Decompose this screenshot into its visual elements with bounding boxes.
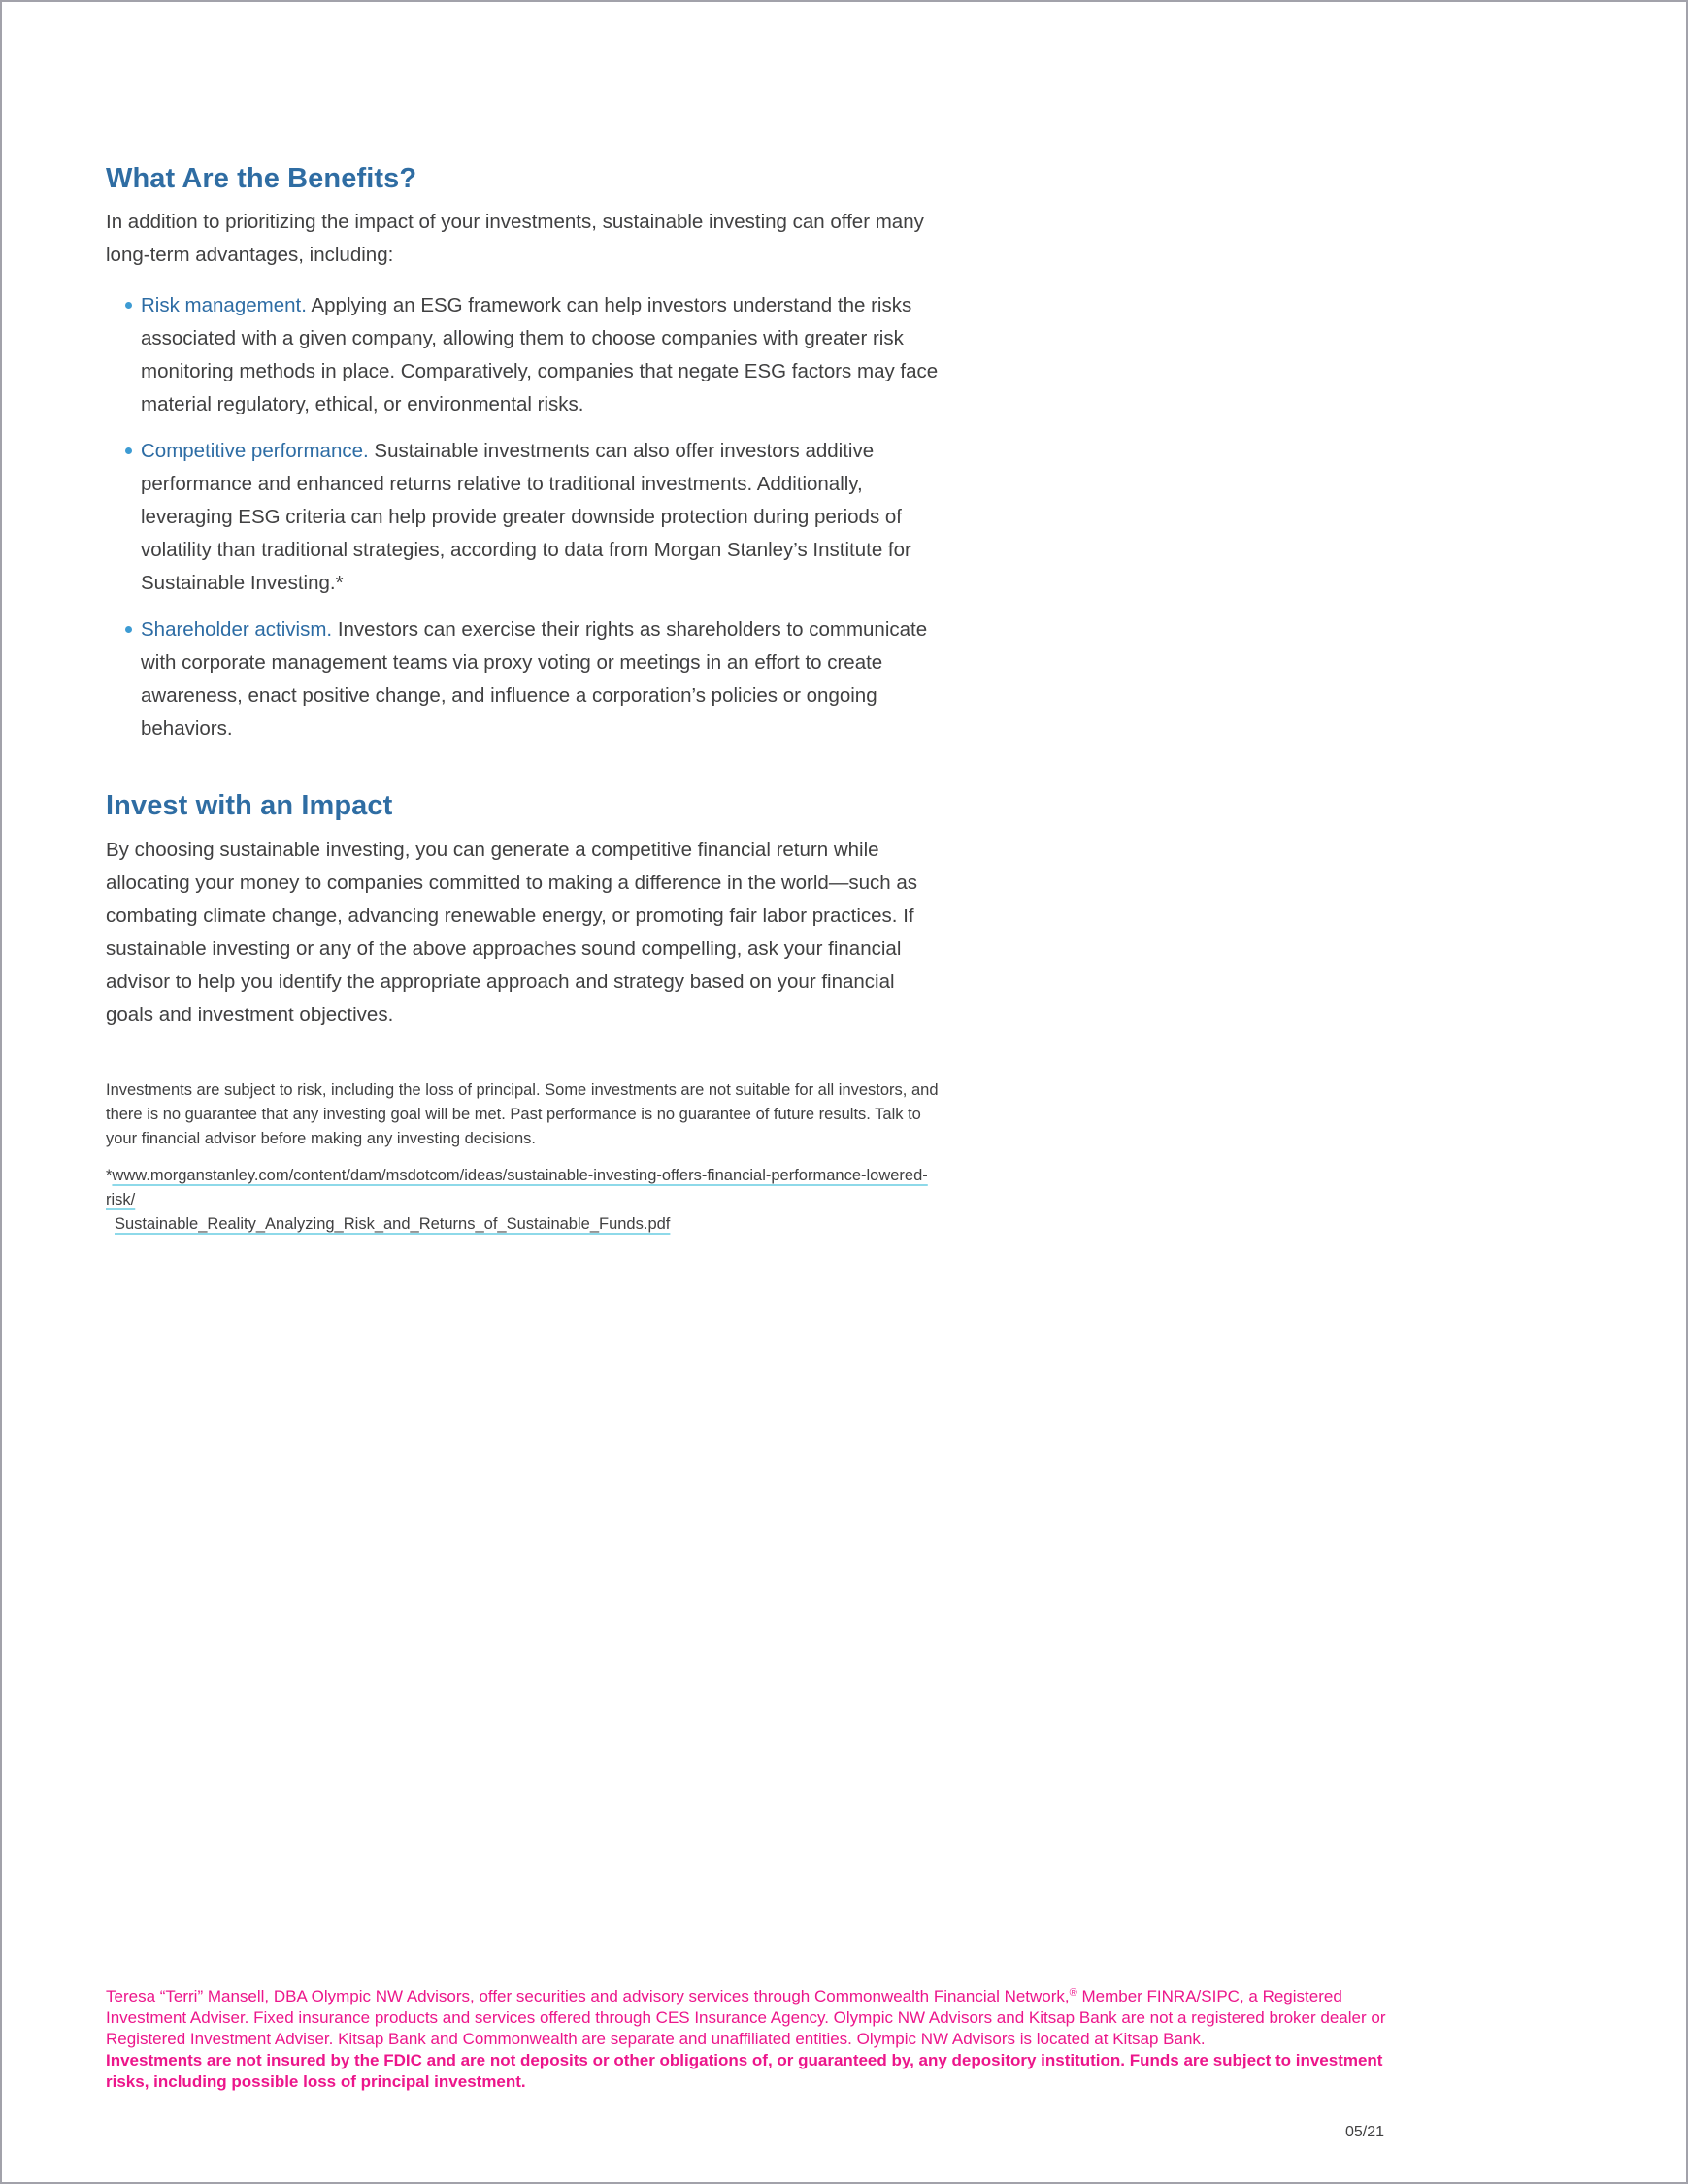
bullet-text: Applying an ESG framework can help investors understand the risks associated with a given company, allowing them to choose companies with greater risk monitoring methods in place. Comparatively, companies that negate ESG factors may face material regulatory, ethical, or environmental risks.: [141, 294, 939, 416]
footnote-link-line1[interactable]: www.morganstanley.com/content/dam/msdotcom/ideas/sustainable-investing-offers-financial-performance-lowered-risk/: [106, 1166, 928, 1208]
bullet-lead: Risk management.: [141, 294, 307, 317]
benefits-list: [106, 289, 943, 745]
benefits-intro: In addition to prioritizing the impact of your investments, sustainable investing can offer many long-term advantages, including:: [106, 211, 924, 267]
fdic-disclosure: Investments are not insured by the FDIC and are not deposits or other obligations of, or guaranteed by, any depository institution. Funds are subject to investment risks, including possible loss of principal investment.: [106, 2051, 1383, 2091]
compliance-footer: [106, 1982, 1392, 2093]
bullet-lead: Competitive performance.: [141, 440, 369, 463]
list-item: [106, 613, 943, 745]
footer-disclosure-text-continued: Member FINRA/SIPC, a Registered Investment Adviser. Fixed insurance products and services offered through CES Insurance Agency. Olympic NW Advisors and Kitsap Bank are not a registered broker dealer or Registered Investment Adviser. Kitsap Bank and Commonwealth are separate and unaffiliated entities. Olympic NW Advisors is located at Kitsap Bank.: [106, 1987, 1386, 2048]
impact-heading: Invest with an Impact: [106, 790, 393, 822]
list-item: [106, 289, 943, 421]
main-column: [106, 2, 943, 1237]
impact-body: By choosing sustainable investing, you can generate a competitive financial return while allocating your money to companies committed to making a difference in the world—such as combating climate change, advancing renewable energy, or promoting fair labor practices. If sustainable investing or any of the above approaches sound compelling, ask your financial advisor to help you identify the appropriate approach and strategy based on your financial goals and investment objectives.: [106, 838, 917, 1026]
page-date: 05/21: [1345, 2124, 1385, 2140]
bullet-lead: Shareholder activism.: [141, 618, 333, 642]
footnote: [106, 1164, 943, 1237]
list-item: [106, 435, 943, 600]
footnote-marker: *: [106, 1166, 113, 1184]
footnote-link-line2[interactable]: Sustainable_Reality_Analyzing_Risk_and_Returns_of_Sustainable_Funds.pdf: [115, 1214, 671, 1233]
footer-disclosure: [106, 1982, 1392, 2050]
footer-disclosure-text: Teresa “Terri” Mansell, DBA Olympic NW Advisors, offer securities and advisory services through Commonwealth Financial Network,: [106, 1987, 1070, 2005]
benefits-heading: What Are the Benefits?: [106, 163, 417, 194]
registered-trademark-symbol: ®: [1069, 1987, 1077, 1999]
bullet-dot-icon: [125, 626, 132, 633]
bullet-text: Sustainable investments can also offer investors additive performance and enhanced returns relative to traditional investments. Additionally, leveraging ESG criteria can help provide greater downside protection during periods of volatility than traditional strategies, according to data from Morgan Stanley’s Institute for Sustainable Investing.*: [141, 440, 911, 595]
disclaimer-text: Investments are subject to risk, including the loss of principal. Some investments are not suitable for all investors, and there is no guarantee that any investing goal will be met. Past performance is no guarantee of future results. Talk to your financial advisor before making any investing decisions.: [106, 1080, 939, 1147]
bullet-dot-icon: [125, 447, 132, 454]
bullet-dot-icon: [125, 302, 132, 309]
bullet-text: Investors can exercise their rights as shareholders to communicate with corporate management teams via proxy voting or meetings in an effort to create awareness, enact positive change, and influence a corporation’s policies or ongoing behaviors.: [141, 618, 928, 741]
